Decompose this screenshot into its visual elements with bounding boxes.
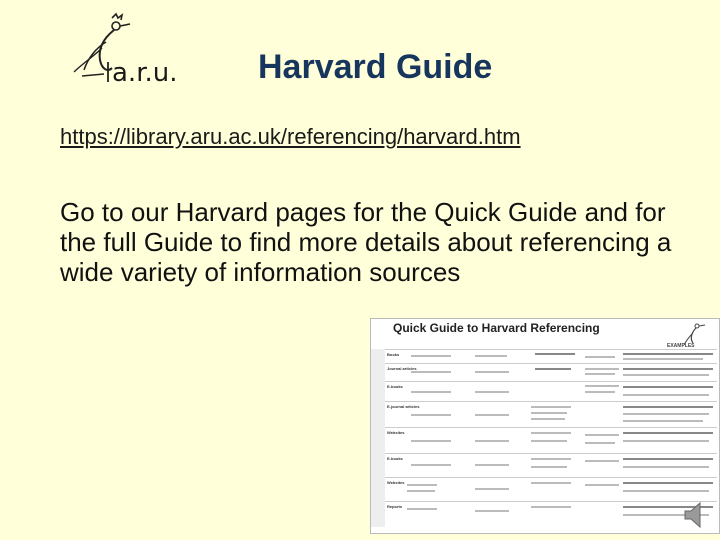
guide-row: Websites — [385, 477, 717, 502]
examples-label: EXAMPLES — [667, 343, 695, 349]
quick-guide-thumbnail[interactable] — [370, 318, 720, 534]
guide-row: E-journal articles — [385, 401, 717, 428]
guide-row: Websites — [385, 427, 717, 454]
guide-row: Books — [385, 349, 717, 364]
thumbnail-title: Quick Guide to Harvard Referencing — [393, 321, 600, 335]
guide-row: E-books — [385, 453, 717, 478]
body-text: Go to our Harvard pages for the Quick Guide and for the full Guide to find more details about referencing a wide variety of information sources — [60, 197, 672, 287]
thumbnail-sidebar — [371, 349, 385, 527]
guide-row: E-books — [385, 381, 717, 402]
guide-row: Journal articles — [385, 363, 717, 382]
speaker-icon[interactable] — [682, 500, 708, 530]
page-title: Harvard Guide — [258, 48, 493, 86]
guide-row: Reports — [385, 501, 717, 524]
harvard-guide-link[interactable]: https://library.aru.ac.uk/referencing/harvard.htm — [60, 124, 521, 149]
logo-text: a.r.u. — [112, 58, 178, 88]
